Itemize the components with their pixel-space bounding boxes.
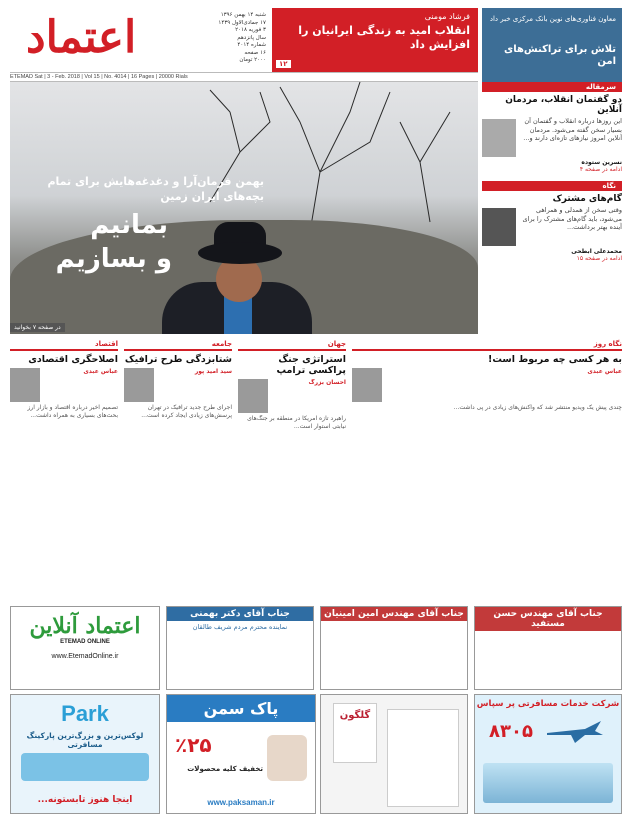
column-author-block <box>352 368 622 404</box>
condolence-title: جناب آقای مهندس امین امینیان <box>321 607 467 621</box>
park-tagline: لوکس‌ترین و بزرگ‌ترین پارکینگ مسافرتی <box>26 731 144 749</box>
book-title: گلگون <box>339 710 371 721</box>
condolence-title: جناب آقای مهندس حسن مستفید <box>475 607 621 631</box>
author-photo <box>124 368 154 402</box>
column-body: چندی پیش یک ویدیو منتشر شد که واکنش‌های زیادی در پی داشت... <box>453 404 622 411</box>
meta-line: ۲۰۰۰ تومان <box>239 57 266 63</box>
section-tag-editorial: سرمقاله <box>482 82 622 92</box>
column-author: عباس عبدی <box>587 368 622 375</box>
park-cta[interactable]: اینجا هنوز تابستونه... <box>37 795 133 805</box>
paksaman-logo: پاک سمن <box>167 695 315 722</box>
etemad-logo[interactable] <box>16 8 192 66</box>
ad-condolence-2[interactable] <box>320 606 468 690</box>
airline-title: شرکت خدمات مسافرتی پر سپاس <box>476 699 620 709</box>
editorial-headline[interactable]: دو گفتمان انقلاب، مردمان آنلاین <box>505 95 622 115</box>
column-author-block <box>238 379 346 415</box>
paksaman-product <box>267 735 307 781</box>
ad-condolence-1[interactable] <box>166 606 314 690</box>
book-blurb <box>394 716 452 800</box>
column-body: راهبرد تازه آمریکا در منطقه بر جنگ‌های نیابتی استوار است... <box>247 415 346 430</box>
figure-hat-brim <box>198 242 282 264</box>
column-world <box>238 340 346 598</box>
condolence-body <box>325 625 463 683</box>
plane-icon <box>545 719 605 745</box>
paksaman-discount: ٪۲۵ <box>175 733 212 757</box>
column-body: اجرای طرح جدید ترافیک در تهران پرسش‌های زیادی ایجاد کرده است... <box>141 404 232 419</box>
paksaman-url[interactable]: www.paksaman.ir <box>207 798 275 807</box>
editorial-continue-link[interactable]: ادامه در صفحه ۴ <box>579 166 622 173</box>
airline-number: ۸۳۰۵ <box>489 721 533 742</box>
view-headline[interactable]: گام‌های مشترک <box>552 194 622 204</box>
view-author: محمدعلی ابطحی <box>571 248 622 255</box>
section-label: جهان <box>238 340 346 351</box>
hero-headline-line2[interactable]: و بسازیم <box>55 244 172 274</box>
condolence-body <box>171 635 309 683</box>
park-logo: Park <box>61 701 109 726</box>
condolence-subtitle: نماینده محترم مردم شریف طالقان <box>192 623 288 631</box>
author-photo <box>238 379 268 413</box>
column-economy <box>10 340 118 598</box>
author-photo <box>10 368 40 402</box>
book-cover-right <box>387 709 459 807</box>
right-column <box>482 82 622 334</box>
editorial-author: نسرین ستوده <box>581 159 622 166</box>
top-story-kicker: فرشاد مومنی <box>424 12 470 21</box>
top-story-headline[interactable]: انقلاب امید به زندگی ایرانیان را افزایش داد <box>298 24 470 51</box>
column-headline[interactable]: استراتژی جنگ پراکسی ترامپ <box>276 354 346 376</box>
view-body-block <box>482 206 622 248</box>
column-author-block <box>10 368 118 404</box>
column-author: عباس عبدی <box>83 368 118 375</box>
paksaman-offer-text: تخفیف کلیه محصولات <box>187 765 263 773</box>
column-today <box>352 340 622 598</box>
issue-info-bar <box>10 72 478 82</box>
etemad-online-latin: ETEMAD ONLINE <box>60 639 110 645</box>
book-cover-left <box>333 703 377 763</box>
ad-park[interactable] <box>10 694 160 814</box>
section-label: جامعه <box>124 340 232 351</box>
airline-landmark-photo <box>483 763 613 803</box>
ad-etemad-online[interactable] <box>10 606 160 690</box>
meta-line: ۳ فوریه ۲۰۱۸ <box>235 27 266 33</box>
section-label: نگاه روز <box>352 340 622 351</box>
condolence-body <box>479 635 617 693</box>
condolence-title: جناب آقای دکتر بهمنی <box>167 607 313 621</box>
issue-info-text: ETEMAD Sat | 3 - Feb. 2018 | Vol 15 | No. 4014 | 16 Pages | 20000 Rials <box>10 74 188 80</box>
hero-photo[interactable] <box>10 82 478 334</box>
column-author: احسان بزرگ <box>308 379 346 386</box>
hero-subheadline[interactable]: بهمن فرمان‌آرا و دغدغه‌هایش برای تمام بچه‌های ایران زمین <box>47 175 264 203</box>
view-continue-link[interactable]: ادامه در صفحه ۱۵ <box>576 255 622 262</box>
author-photo <box>482 208 516 246</box>
author-photo <box>482 119 516 157</box>
meta-line: شنبه ۱۴ بهمن ۱۳۹۶ <box>220 12 266 18</box>
top-story-box[interactable] <box>272 8 478 72</box>
meta-line: شماره ۴۰۱۴ <box>237 42 266 48</box>
ad-paksaman[interactable] <box>166 694 316 814</box>
meta-line: سال پانزدهم <box>237 34 266 41</box>
column-headline[interactable]: شتابزدگی طرح ترافیک <box>124 354 232 365</box>
promo-kicker: معاون فناوری‌های نوین بانک مرکزی خبر داد <box>489 15 616 23</box>
column-body: تصمیم اخیر درباره اقتصاد و بازار ارز بحث‌های بسیاری به همراه داشت... <box>27 404 118 419</box>
editorial-body-block <box>482 117 622 159</box>
section-tag-view: نگاه <box>482 181 622 191</box>
section-label: اقتصاد <box>10 340 118 351</box>
ad-book[interactable] <box>320 694 468 814</box>
promo-headline[interactable]: تلاش برای تراکنش‌های امن <box>504 44 616 67</box>
column-headline[interactable]: به هر کسی چه مربوط است! <box>488 354 622 365</box>
meta-line: ۱۶ صفحه <box>244 49 266 56</box>
meta-line: ۱۷ جمادی‌الاول ۱۴۳۹ <box>218 19 266 26</box>
promo-box[interactable] <box>482 8 622 82</box>
park-photo <box>21 753 149 781</box>
logo-wordmark: اعتماد <box>26 12 137 63</box>
top-story-page: ۱۲ <box>276 60 291 68</box>
column-author-block <box>124 368 232 404</box>
column-society <box>124 340 232 598</box>
view-body: وقتی سخن از همدلی و همراهی می‌شود، باید گام‌های مشترک را برای آینده بهتر برداشت... <box>522 206 622 231</box>
hero-page-ref: در صفحه ۷ بخوانید <box>10 323 65 332</box>
column-author: سید امید پور <box>194 368 232 375</box>
etemad-online-logo: اعتماد آنلاین <box>29 613 141 639</box>
tree-branches <box>10 82 478 232</box>
author-photo <box>352 368 382 402</box>
etemad-online-url[interactable]: www.EtemadOnline.ir <box>51 653 119 660</box>
hero-headline-line1[interactable]: بمانیم <box>90 210 168 240</box>
issue-meta <box>194 12 266 65</box>
ad-condolence-3[interactable] <box>474 606 622 690</box>
masthead <box>10 6 268 72</box>
column-headline[interactable]: اصلاحگری اقتصادی <box>28 354 118 365</box>
editorial-body: این روزها درباره انقلاب و گفتمان آن بسیار سخن گفته می‌شود. مردمان آنلاین امروز نیازهای تازه‌ای دارند و... <box>523 117 622 142</box>
ad-airline[interactable] <box>474 694 622 814</box>
